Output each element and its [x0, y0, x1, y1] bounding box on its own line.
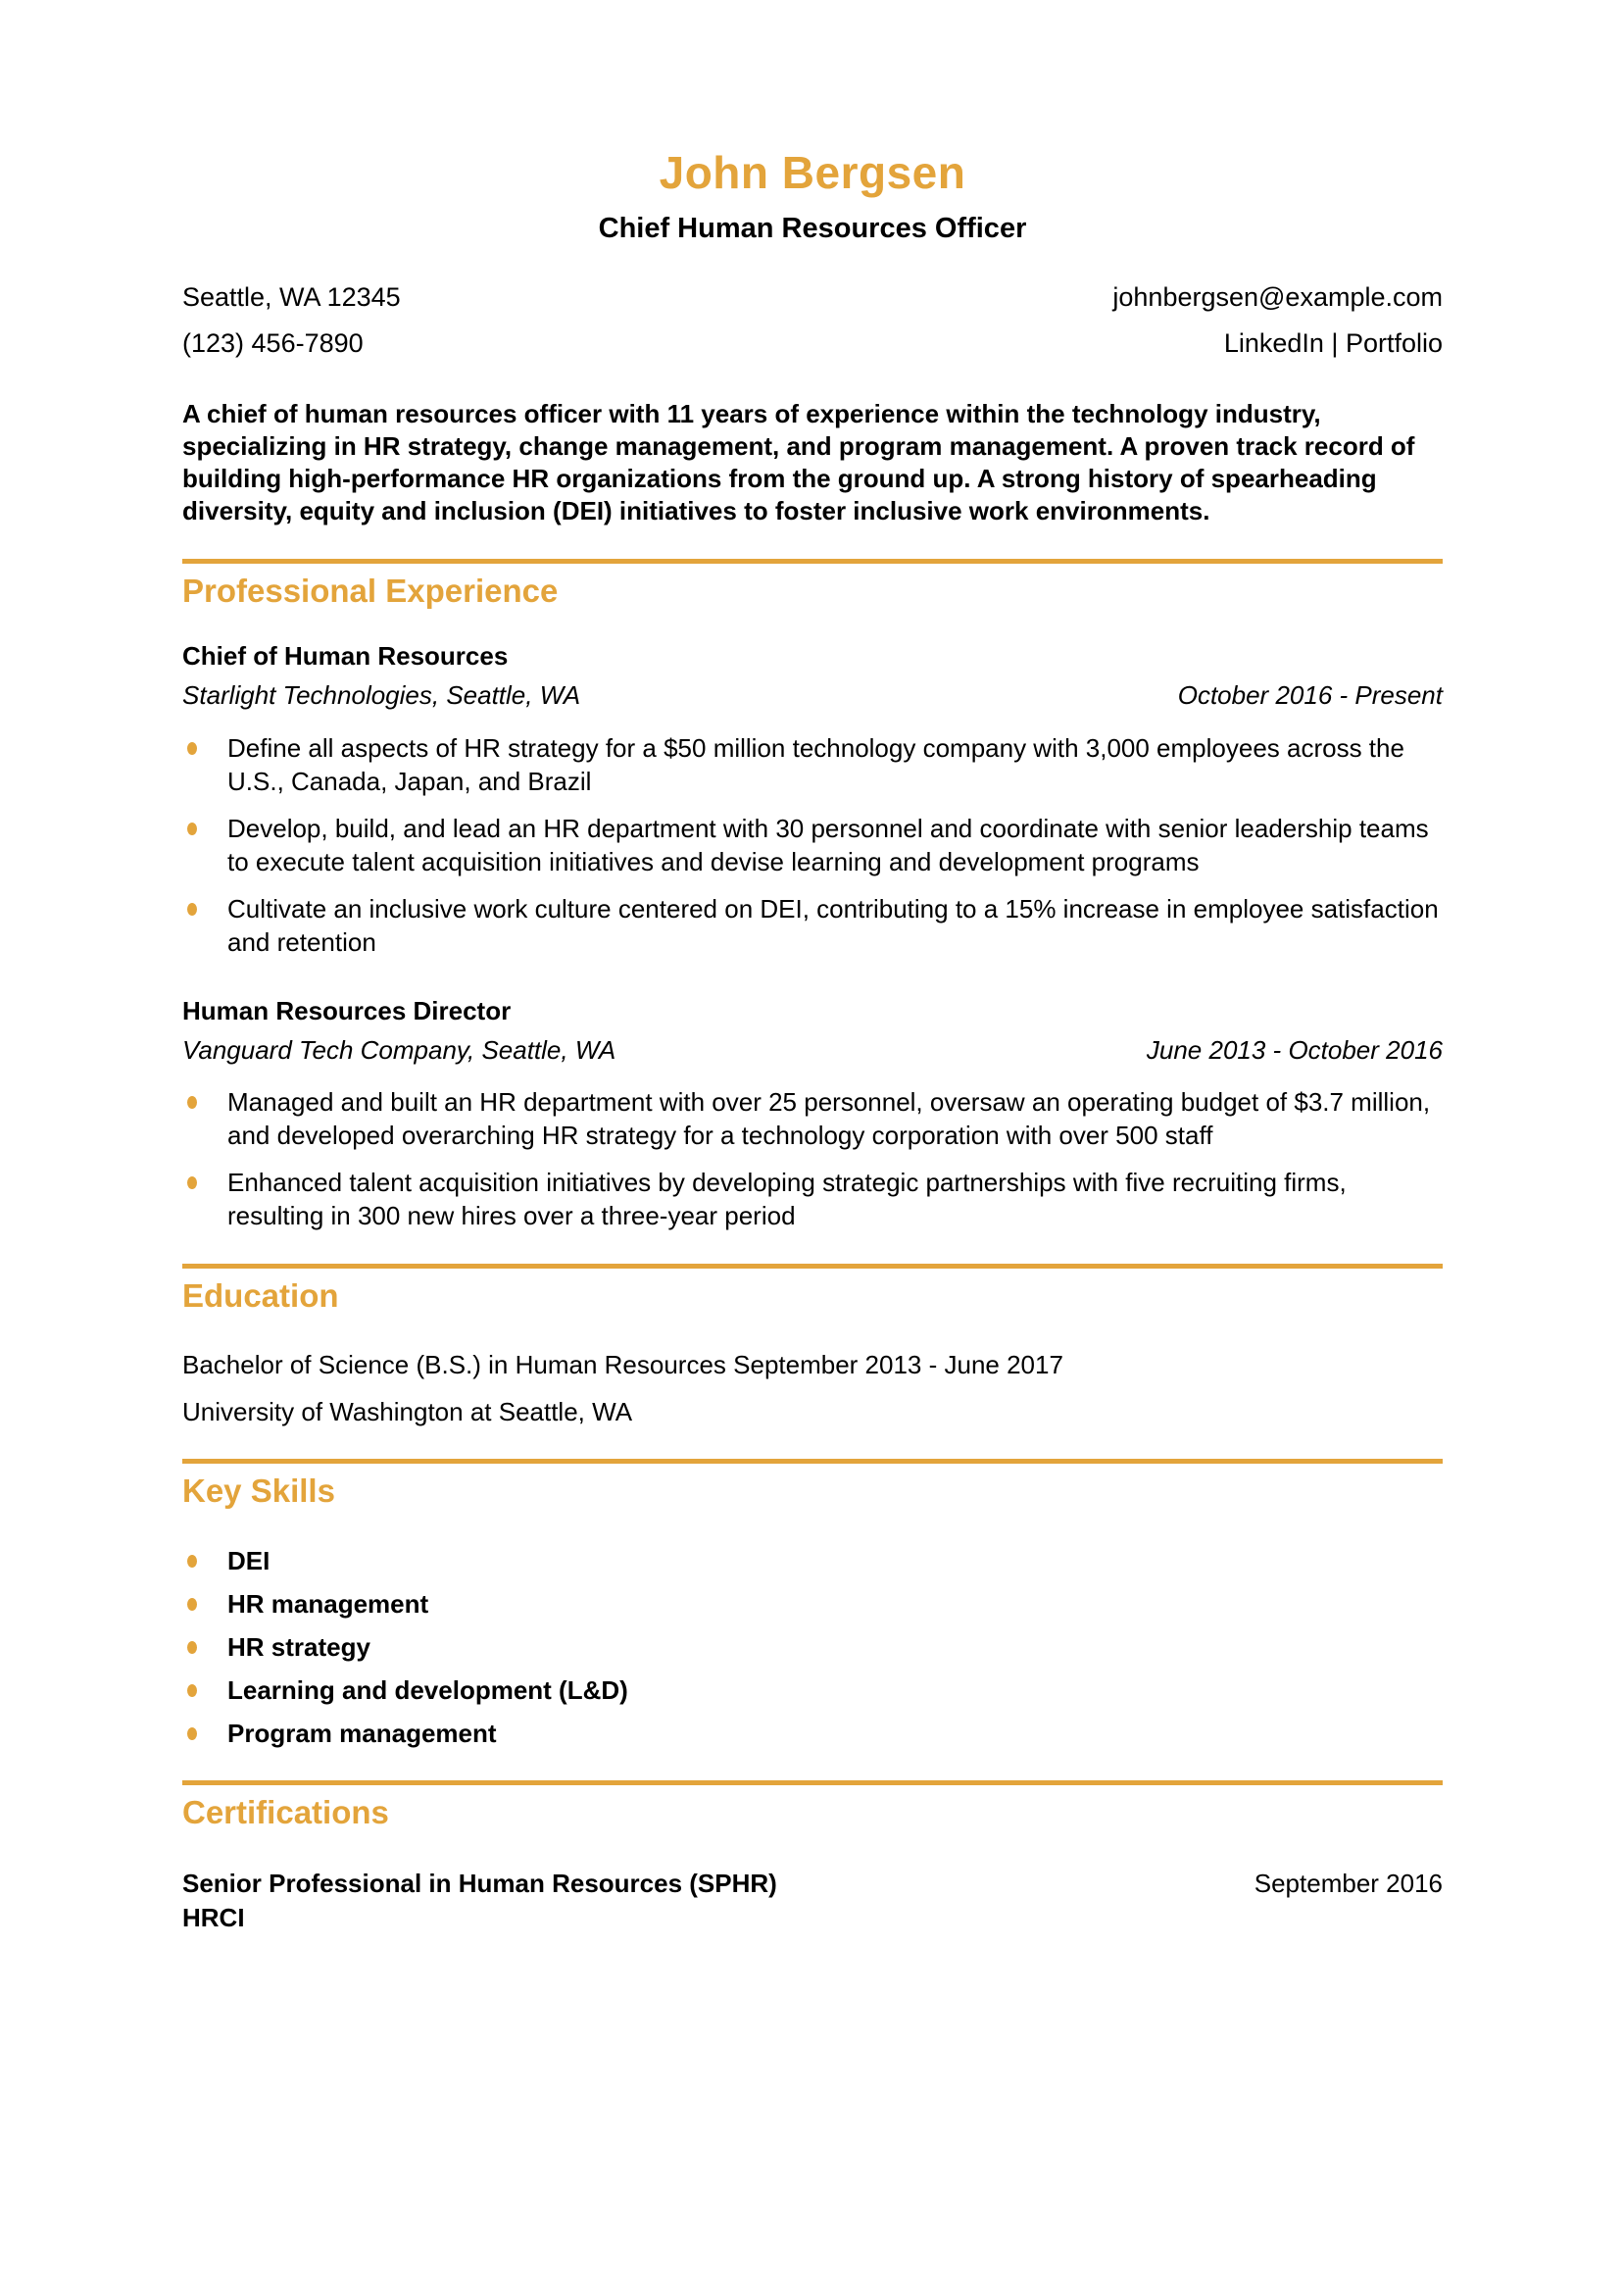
skill-text: DEI: [227, 1546, 270, 1576]
job-title: Chief of Human Resources: [182, 641, 509, 672]
candidate-name: John Bergsen: [659, 147, 966, 198]
skills-list: [182, 1545, 1443, 1749]
certification-date: September 2016: [1254, 1869, 1443, 1899]
section-heading-experience: Professional Experience: [182, 573, 559, 610]
certification-name: Senior Professional in Human Resources (SPHR): [182, 1869, 777, 1899]
job-bullet: [182, 1166, 1443, 1232]
job-bullet-list: [182, 731, 1443, 959]
contact-location: Seattle, WA 12345: [182, 282, 401, 313]
job-meta-row: [182, 1035, 1443, 1066]
skill-text: HR management: [227, 1589, 429, 1620]
bullet-icon: [187, 742, 197, 755]
section-divider: [182, 559, 1443, 564]
section-divider: [182, 1780, 1443, 1785]
section-certifications: [182, 1780, 1443, 1935]
skill-item: [182, 1674, 1443, 1706]
job-bullet: [182, 812, 1443, 878]
bullet-icon: [187, 903, 197, 916]
professional-summary: A chief of human resources officer with 11 years of experience within the technology industry, specializing in HR strategy, change management, and program management. A proven track record of building high-performance HR organizations from the ground up. A strong history of spearheading diversity, equity and inclusion (DEI) initiatives to foster inclusive work environments.: [182, 399, 1415, 526]
section-education: [182, 1264, 1443, 1427]
section-heading-skills: Key Skills: [182, 1472, 335, 1510]
job-bullet: [182, 892, 1443, 959]
skill-item: [182, 1718, 1443, 1749]
job-meta-row: [182, 680, 1443, 711]
section-divider: [182, 1264, 1443, 1269]
job-bullet-text: Define all aspects of HR strategy for a $50 million technology company with 3,000 employees across the U.S., Canada, Japan, and Brazil: [227, 732, 1404, 796]
job-dates: June 2013 - October 2016: [1146, 1034, 1443, 1065]
section-experience: [182, 559, 1443, 1232]
section-heading-education: Education: [182, 1276, 339, 1314]
job-bullet-list: [182, 1085, 1443, 1232]
bullet-icon: [187, 1727, 197, 1740]
contact-email[interactable]: johnbergsen@example.com: [1112, 282, 1443, 313]
bullet-icon: [187, 823, 197, 835]
section-heading-certifications: Certifications: [182, 1794, 389, 1831]
education-school: University of Washington at Seattle, WA: [182, 1397, 633, 1427]
section-divider: [182, 1459, 1443, 1464]
skill-text: HR strategy: [227, 1632, 370, 1663]
job-company: Starlight Technologies, Seattle, WA: [182, 680, 581, 711]
job-bullet-text: Enhanced talent acquisition initiatives by developing strategic partnerships with five recruiting firms, resulting in 300 new hires over a three-year period: [227, 1167, 1347, 1230]
job-bullet-text: Cultivate an inclusive work culture centered on DEI, contributing to a 15% increase in employee satisfaction and retention: [227, 893, 1439, 957]
job-bullet-text: Managed and built an HR department with over 25 personnel, oversaw an operating budget of $3.7 million, and developed overarching HR strategy for a technology corporation with over 500 staff: [227, 1086, 1431, 1150]
contact-left-column: [182, 282, 401, 359]
contact-right-column: [1112, 282, 1443, 359]
certification-entry: [182, 1867, 1443, 1935]
skill-item: [182, 1545, 1443, 1576]
job-bullet: [182, 731, 1443, 798]
skill-item: [182, 1631, 1443, 1663]
job-bullet-text: Develop, build, and lead an HR department with 30 personnel and coordinate with senior leadership teams to execute talent acquisition initiatives and devise learning and development programs: [227, 813, 1429, 876]
bullet-icon: [187, 1176, 197, 1189]
contact-block: [182, 282, 1443, 359]
section-skills: [182, 1459, 1443, 1749]
job-entry: [182, 996, 1443, 1232]
skill-text: Program management: [227, 1719, 497, 1749]
job-bullet: [182, 1085, 1443, 1152]
skill-item: [182, 1588, 1443, 1620]
certification-details: [182, 1867, 777, 1935]
skill-text: Learning and development (L&D): [227, 1675, 628, 1706]
bullet-icon: [187, 1598, 197, 1611]
candidate-headline: Chief Human Resources Officer: [598, 212, 1027, 244]
certification-issuer: HRCI: [182, 1903, 245, 1933]
bullet-icon: [187, 1641, 197, 1654]
bullet-icon: [187, 1684, 197, 1697]
bullet-icon: [187, 1096, 197, 1109]
education-degree: Bachelor of Science (B.S.) in Human Resources September 2013 - June 2017: [182, 1349, 1063, 1379]
job-entry: [182, 641, 1443, 958]
bullet-icon: [187, 1555, 197, 1568]
job-company: Vanguard Tech Company, Seattle, WA: [182, 1034, 616, 1065]
contact-phone: (123) 456-7890: [182, 328, 364, 359]
job-title: Human Resources Director: [182, 995, 512, 1025]
job-dates: October 2016 - Present: [1177, 680, 1443, 711]
contact-links[interactable]: LinkedIn | Portfolio: [1223, 328, 1443, 359]
